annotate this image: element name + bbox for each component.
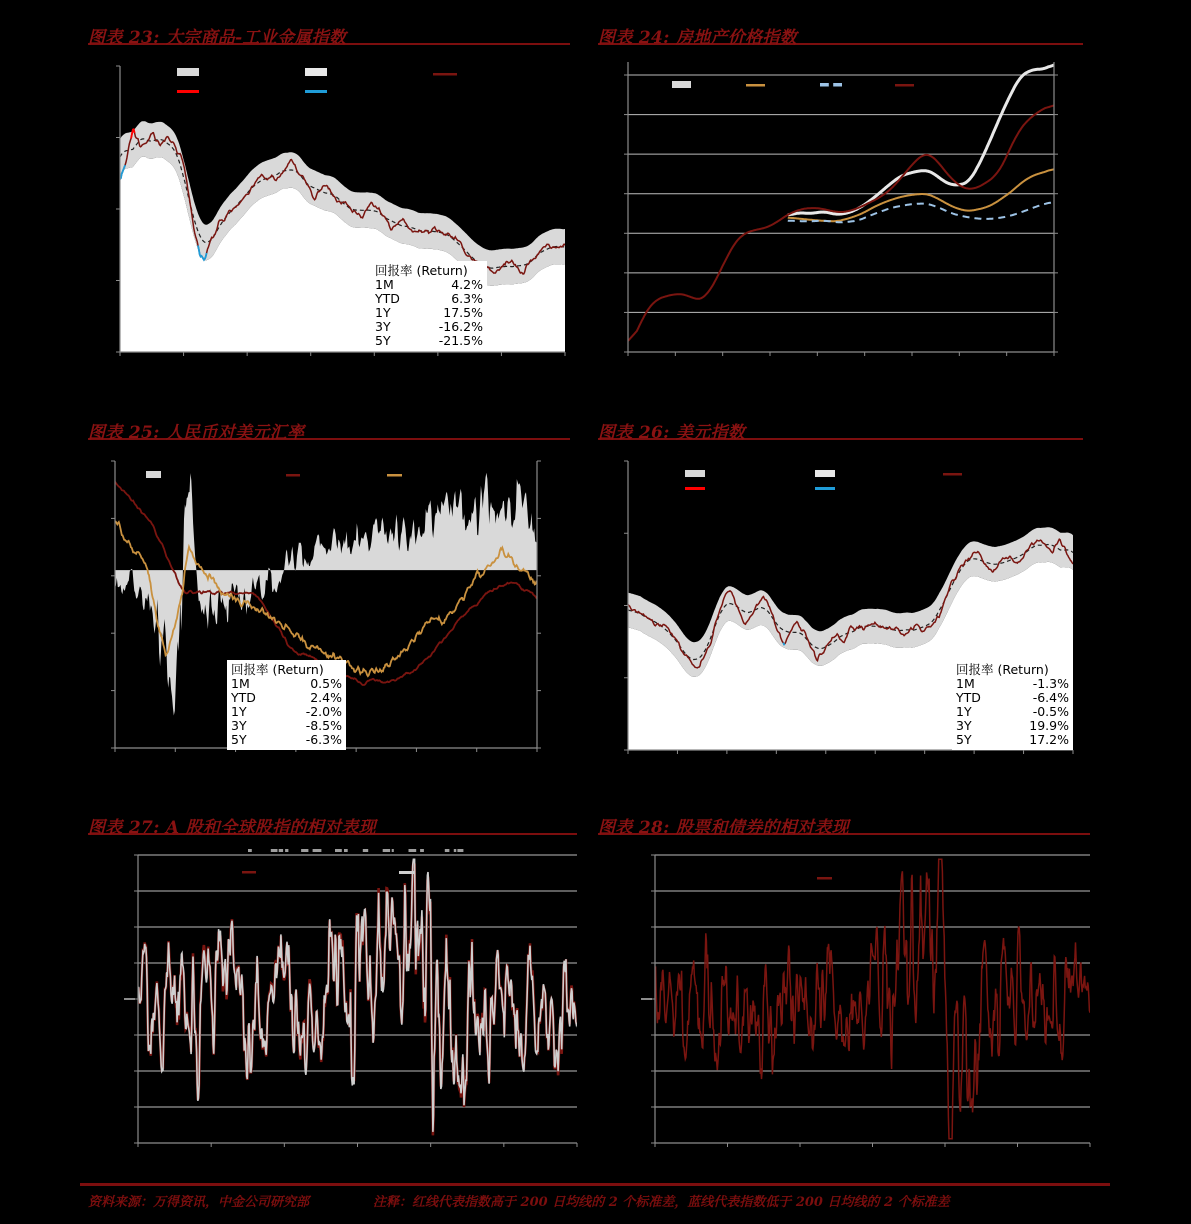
return-row-1Y: [956, 705, 1069, 719]
figure-25: [88, 418, 570, 443]
return-row-5Y: [375, 334, 483, 348]
return-period: 3Y: [231, 718, 247, 733]
return-period: 1M: [956, 676, 975, 691]
return-period: 1Y: [231, 704, 247, 719]
return-row-1M: [231, 677, 342, 691]
figure-26-title: 图表 26: 美元指数: [598, 423, 746, 443]
return-period: YTD: [231, 690, 256, 705]
return-value: 19.9%: [1029, 718, 1069, 733]
figure-27-chart: [88, 848, 580, 1160]
return-row-1Y: [231, 705, 342, 719]
return-row-3Y: [375, 320, 483, 334]
figure-23: [88, 23, 570, 48]
return-period: YTD: [956, 690, 981, 705]
figure-25-title: 图表 25: 人民币对美元汇率: [88, 423, 305, 443]
return-period: 3Y: [956, 718, 972, 733]
figure-28-title: 图表 28: 股票和债券的相对表现: [598, 818, 849, 838]
return-value: -16.2%: [438, 319, 483, 334]
return-table-header: 回报率 (Return): [231, 662, 324, 677]
return-value: -21.5%: [438, 333, 483, 348]
return-value: 0.5%: [310, 676, 342, 691]
figure-26: [598, 418, 1083, 443]
return-value: 2.4%: [310, 690, 342, 705]
return-value: -1.3%: [1032, 676, 1069, 691]
return-table-header: 回报率 (Return): [956, 662, 1049, 677]
return-period: YTD: [375, 291, 400, 306]
return-period: 3Y: [375, 319, 391, 334]
return-value: -6.3%: [305, 732, 342, 747]
return-row-3Y: [956, 719, 1069, 733]
return-period: 1Y: [956, 704, 972, 719]
figure-24-chart: [598, 56, 1083, 376]
figure-28: [598, 813, 1090, 838]
figure-23-title: 图表 23: 大宗商品-工业金属指数: [88, 28, 347, 48]
figure-27: [88, 813, 577, 838]
return-table-fig23: [371, 261, 487, 351]
figure-23-chart: [88, 56, 570, 376]
return-value: -8.5%: [305, 718, 342, 733]
return-row-1Y: [375, 306, 483, 320]
footer: [88, 1191, 1148, 1210]
return-value: -0.5%: [1032, 704, 1069, 719]
return-row-1M: [375, 278, 483, 292]
return-period: 1Y: [375, 305, 391, 320]
footer-rule: [80, 1183, 1110, 1186]
return-period: 1M: [375, 277, 394, 292]
return-value: 6.3%: [451, 291, 483, 306]
return-row-YTD: [231, 691, 342, 705]
return-period: 1M: [231, 676, 250, 691]
return-row-5Y: [956, 733, 1069, 747]
return-row-YTD: [956, 691, 1069, 705]
figure-28-chart: [598, 848, 1092, 1160]
return-value: -6.4%: [1032, 690, 1069, 705]
return-row-YTD: [375, 292, 483, 306]
return-value: -2.0%: [305, 704, 342, 719]
return-row-5Y: [231, 733, 342, 747]
return-period: 5Y: [956, 732, 972, 747]
figure-24-title: 图表 24: 房地产价格指数: [598, 28, 797, 48]
return-table-fig25: [227, 660, 346, 750]
return-value: 17.5%: [443, 305, 483, 320]
footer-source: 资料来源：万得资讯，中金公司研究部: [88, 1195, 310, 1210]
figure-27-title: 图表 27: A 股和全球股指的相对表现: [88, 818, 376, 838]
return-table-header: 回报率 (Return): [375, 263, 468, 278]
return-row-1M: [956, 677, 1069, 691]
return-table-fig26: [952, 660, 1073, 750]
return-value: 4.2%: [451, 277, 483, 292]
figure-24: [598, 23, 1083, 48]
footer-note: 注释：红线代表指数高于 200 日均线的 2 个标准差，蓝线代表指数低于 200 日均线的 2 个标准差: [373, 1195, 950, 1210]
clipped-text-artifact: [248, 849, 463, 852]
return-period: 5Y: [231, 732, 247, 747]
return-row-3Y: [231, 719, 342, 733]
return-period: 5Y: [375, 333, 391, 348]
return-value: 17.2%: [1029, 732, 1069, 747]
